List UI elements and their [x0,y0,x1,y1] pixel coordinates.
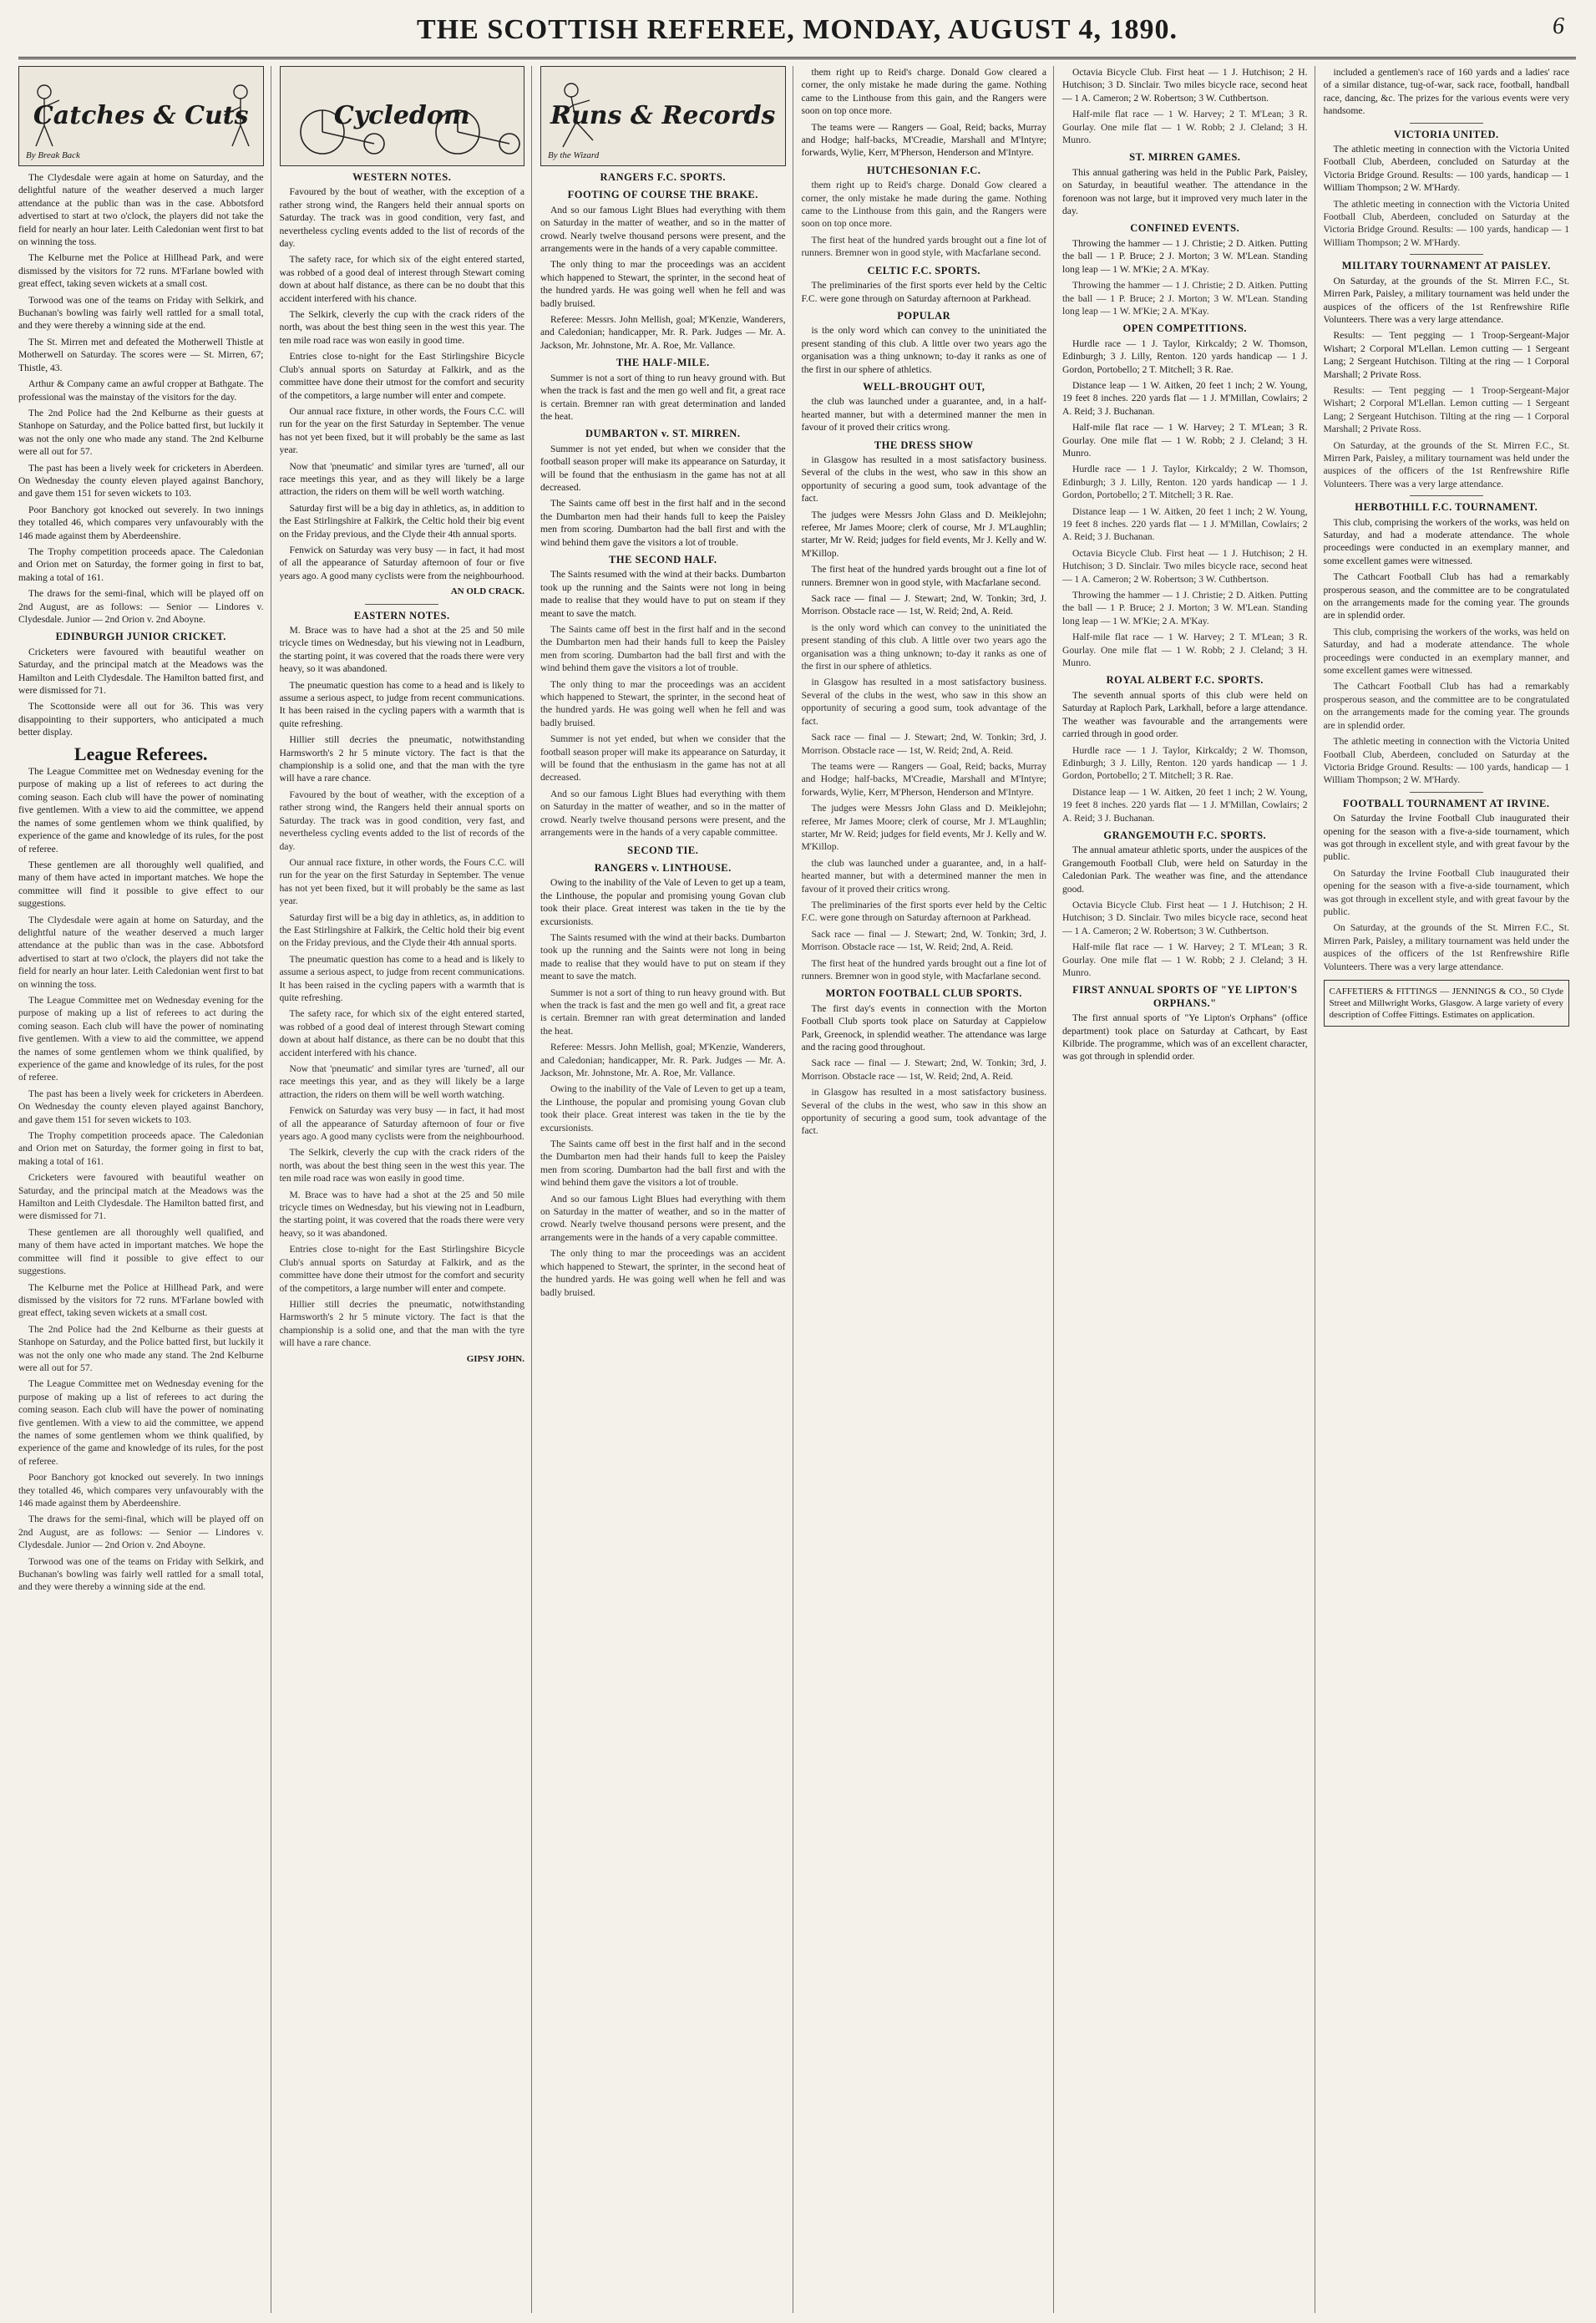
article-paragraph: The annual amateur athletic sports, under the auspices of the Grangemouth Football Club, were held on Saturday in the Caledonian Park. The weather was fine, and the attendance good. [1062,844,1308,895]
article-paragraph: in Glasgow has resulted in a most satisfactory business. Several of the clubs in the west, who saw in this show an opportunity of securing a good sum, took advantage of the fact. [801,677,1046,727]
article-paragraph: The 2nd Police had the 2nd Kelburne as their guests at Stanhope on Saturday, and the Police batted first, but luckily it was not the only one who made any stand. The 2nd Kelburne were all out for 57. [18,407,264,458]
article-paragraph: On Saturday the Irvine Football Club inaugurated their opening for the season with a five-a-side tournament, which was got through in excellent style, and with great favour by the public. [1323,813,1569,863]
article-paragraph: Saturday first will be a big day in athletics, as, in addition to the East Stirlingshire at Falkirk, the Celtic hold their big event on the Friday previous, and the Clyde their 4th annual sports. [279,911,524,949]
article-paragraph: The Selkirk, cleverly the cup with the crack riders of the north, was about the best thing seen in the west this year. The ten mile road race was won easily in good time. [279,309,524,346]
section-heading: GRANGEMOUTH F.C. SPORTS. [1103,829,1267,841]
article-paragraph: The only thing to mar the proceedings was an accident which happened to Stewart, the sprinter, in the second heat of the hundred yards. He was going well when he fell and was badly bruised. [540,678,786,728]
article-paragraph: The first annual sports of "Ye Lipton's Orphans" (office department) took place on Saturday at Cathcart, by East Kilbride. The programme, which was of an excellent character, was got through in splendid order. [1062,1012,1308,1063]
column-6 [1324,66,1577,2313]
section-heading: CONFINED EVENTS. [1130,222,1240,235]
article-paragraph: Fenwick on Saturday was very busy — in fact, it had most of all the appearance of Saturday afternoon of four or five years ago. A good many cyclists were from the neighbourhood. [279,1105,524,1143]
article-paragraph: Summer is not yet ended, but when we consider that the football season proper will make its appearance on Saturday, it will be found that the enthusiasm in the game has not at all decreased. [540,733,786,784]
article-paragraph: The preliminaries of the first sports ever held by the Celtic F.C. were gone through on Saturday afternoon at Parkhead. [801,280,1046,304]
article-paragraph: Arthur & Company came an awful cropper at Bathgate. The professional was the mainstay of the visitors for the day. [18,378,264,403]
article-paragraph: Summer is not a sort of thing to run heavy ground with. But when the track is fast and the men go well and fit, a great race is certain. Bremner ran with great determination and landed the heat. [540,987,786,1037]
article-paragraph: them right up to Reid's charge. Donald Gow cleared a corner, the only mistake he made during the game. Nothing came to the Linthouse from this gain, and the Rangers were soon on top once more. [801,67,1046,117]
article-paragraph: The Clydesdale were again at home on Saturday, and the delightful nature of the weather deserved a much larger attendance at the public than was in the case. Abbotsford advertised to start at two o'clock, the players did not take the field for nearly an hour later. Leith Caledonian went first to bat on winning the toss. [18,172,264,248]
article-paragraph: Favoured by the bout of weather, with the exception of a rather strong wind, the Rangers held their annual sports on Saturday. The track was in good condition, very fast, and nevertheless cycling events added to the list of records of the day. [279,789,524,852]
article-paragraph: This club, comprising the workers of the works, was held on Saturday, and had a moderate attendance. The whole proceedings were conducted in an exemplary manner, and some excellent games were witnessed. [1323,626,1569,677]
cycledom-banner [280,66,525,166]
masthead [18,12,1576,59]
section-subheading: WELL-BROUGHT OUT, [863,380,985,393]
advertisement-text: CAFFETIERS & FITTINGS — JENNINGS & CO., 50 Clyde Street and Millwright Works, Glasgow. A large variety of every description of Coffee Fittings. Estimates on application. [1329,987,1563,1020]
article-paragraph: The Cathcart Football Club has had a remarkably prosperous season, and the committee are to be congratulated on the arrangements made for the coming year. The grounds are in splendid order. [1323,681,1569,731]
article-paragraph: The safety race, for which six of the eight entered started, was robbed of a good deal of interest through Stewart coming down at about half distance, as there can be no doubt that this accident interfered with his chance. [279,1008,524,1058]
article-paragraph: The Saints came off best in the first half and in the second the Dumbarton men had their hands full to keep the Paisley men from scoring. Dumbarton had the ball first and with the wind behind them gave the visitors a lot of trouble. [540,1139,786,1189]
article-paragraph: This club, comprising the workers of the works, was held on Saturday, and had a moderate attendance. The whole proceedings were conducted in an exemplary manner, and some excellent games were witnessed. [1323,516,1569,566]
article-paragraph: The first day's events in connection with the Morton Football Club sports took place on Saturday at Cappielow Park, Greenock, in splendid weather. The attendance was large and the racing good throughout. [801,1002,1046,1053]
section-heading: FOOTBALL TOURNAMENT AT IRVINE. [1343,797,1550,809]
article-paragraph: These gentlemen are all thoroughly well qualified, and many of them have acted in important matches. We hope the committee will find it possible to give effect to our suggestions. [18,1226,264,1277]
article-paragraph: Throwing the hammer — 1 J. Christie; 2 D. Aitken. Putting the ball — 1 P. Bruce; 2 J. Morton; 3 W. M'Lean. Standing long leap — 1 W. M'Kie; 2 A. M'Kay. [1062,237,1308,275]
article-paragraph: Now that 'pneumatic' and similar tyres are 'turned', all our race meetings this year, and as they will likely be a large attraction, the riders on them will be well worth watching. [279,1063,524,1100]
section-heading: ROYAL ALBERT F.C. SPORTS. [1106,674,1264,687]
article-paragraph: Half-mile flat race — 1 W. Harvey; 2 T. M'Lean; 3 R. Gourlay. One mile flat — 1 W. Robb; 2 J. Cleland; 3 H. Munro. [1062,109,1308,146]
article-paragraph: And so our famous Light Blues had everything with them on Saturday in the matter of weather, and so in the matter of crowd. Nearly twelve thousand persons were present, and the arrangements were in the hands of a very capable committee. [540,788,786,839]
divider [1410,254,1483,255]
article-paragraph: The pneumatic question has come to a head and is likely to assume a serious aspect, to judge from recent communications. It has been raised in the cycling papers with a warmth that is quite refreshing. [279,953,524,1003]
article-paragraph: Cricketers were favoured with beautiful weather on Saturday, and the principal match at the Meadows was the Hamilton and Leith Clydesdale. The Hamilton batted first, and were dismissed for 71. [18,646,264,697]
column-4 [802,66,1055,2313]
article-paragraph: Octavia Bicycle Club. First heat — 1 J. Hutchison; 2 H. Hutchison; 3 D. Sinclair. Two miles bicycle race, second heat — 1 A. Cameron; 2 W. Robertson; 3 W. Cuthbertson. [1062,67,1308,104]
article-paragraph: Hurdle race — 1 J. Taylor, Kirkcaldy; 2 W. Thomson, Edinburgh; 3 J. Lilly, Renton. 120 yards handicap — 1 J. Gordon, Portobello; 2 T. Mitchell; 3 R. Rae. [1062,337,1308,375]
article-paragraph: Sack race — final — J. Stewart; 2nd, W. Tonkin; 3rd, J. Morrison. Obstacle race — 1st, W. Reid; 2nd, A. Reid. [801,593,1046,617]
section-heading: CELTIC F.C. SPORTS. [867,264,981,276]
divider [365,604,438,605]
article-paragraph: The first heat of the hundred yards brought out a fine lot of runners. Bremner won in good style, with Macfarlane second. [801,234,1046,259]
section-subheading: THE DRESS SHOW [874,439,974,451]
section-heading: OPEN COMPETITIONS. [1122,322,1248,335]
article-paragraph: Throwing the hammer — 1 J. Christie; 2 D. Aitken. Putting the ball — 1 P. Bruce; 2 J. Morton; 3 W. M'Lean. Standing long leap — 1 W. M'Kie; 2 A. M'Kay. [1062,280,1308,317]
article-paragraph: included a gentlemen's race of 160 yards and a ladies' race of a similar distance, tug-of-war, sack race, football, handball race, dancing, &c. The prizes for the various events were very handsome. [1323,67,1569,117]
article-paragraph: The League Committee met on Wednesday evening for the purpose of making up a list of referees to act during the coming season. Each club will have the power of nominating five gentlemen. With a view to aid the committee, we append the names of some gentlemen whom we think qualified, by experience of the game and knowledge of its rules, for the post of referee. [18,1378,264,1467]
section-subheading: POPULAR [897,309,951,322]
article-paragraph: The judges were Messrs John Glass and D. Meiklejohn; referee, Mr James Moore; clerk of course, Mr J. M'Laughlin; starter, Mr W. Reid; judges for field events, Mr J. Kelly and W. M'Killop. [801,509,1046,559]
runs-records-banner [540,66,786,166]
article-paragraph: On Saturday the Irvine Football Club inaugurated their opening for the season with a five-a-side tournament, which was got through in excellent style, and with great favour by the public. [1323,867,1569,917]
article-paragraph: The athletic meeting in connection with the Victoria United Football Club, Aberdeen, concluded on Saturday at the Victoria Bridge Ground. Results: — 100 yards, handicap — 1 William Thompson; 2 W. M'Hardy. [1323,736,1569,786]
article-paragraph: Distance leap — 1 W. Aitken, 20 feet 1 inch; 2 W. Young, 19 feet 8 inches. 220 yards flat — 1 J. M'Millan, Cowlairs; 2 A. Reid; 3 J. Buchanan. [1062,505,1308,543]
article-paragraph: Throwing the hammer — 1 J. Christie; 2 D. Aitken. Putting the ball — 1 P. Bruce; 2 J. Morton; 3 W. M'Lean. Standing long leap — 1 W. M'Kie; 2 A. M'Kay. [1062,590,1308,626]
article-paragraph: the club was launched under a guarantee, and, in a half-hearted manner, but with a determined manner the men in favour of it proved their critics wrong. [801,857,1046,895]
divider [1410,495,1483,496]
section-heading: WESTERN NOTES. [352,171,452,183]
catches-cuts-title: Catches & Cuts [33,101,249,131]
article-paragraph: Entries close to-night for the East Stirlingshire Bicycle Club's annual sports on Saturday at Falkirk, and as the committee have done their utmost for the comfort and security of the competitors, a large number will enter and compete. [279,351,524,401]
article-paragraph: Hillier still decries the pneumatic, notwithstanding Harmsworth's 2 hr 5 minute victory. The fact is that the championship is a solid one, and that the man with the tyre will have a rare chance. [279,1298,524,1349]
column-1 [18,66,271,2313]
article-paragraph: Octavia Bicycle Club. First heat — 1 J. Hutchison; 2 H. Hutchison; 3 D. Sinclair. Two miles bicycle race, second heat — 1 A. Cameron; 2 W. Robertson; 3 W. Cuthbertson. [1062,899,1308,936]
article-paragraph: Hillier still decries the pneumatic, notwithstanding Harmsworth's 2 hr 5 minute victory. The fact is that the championship is a solid one, and that the man with the tyre will have a rare chance. [279,734,524,784]
article-paragraph: Half-mile flat race — 1 W. Harvey; 2 T. M'Lean; 3 R. Gourlay. One mile flat — 1 W. Robb; 2 J. Cleland; 3 H. Munro. [1062,631,1308,669]
author-signature: AN OLD CRACK. [450,586,524,597]
section-heading: MORTON FOOTBALL CLUB SPORTS. [825,987,1022,1000]
article-paragraph: Summer is not a sort of thing to run heavy ground with. But when the track is fast and the men go well and fit, a great race is certain. Bremner ran with great determination and landed the heat. [540,372,786,422]
article-paragraph: The seventh annual sports of this club were held on Saturday at Raploch Park, Larkhall, before a large attendance. The weather was favourable and the arrangements were carried through in good order. [1062,689,1308,740]
article-paragraph: Our annual race fixture, in other words, the Fours C.C. will run for the year on the first Saturday in September. The venue has not yet been fixed, but it will probably be the same as last year. [279,405,524,456]
article-paragraph: The League Committee met on Wednesday evening for the purpose of making up a list of referees to act during the coming season. Each club will have the power of nominating five gentlemen. With a view to aid the committee, we append the names of some gentlemen whom we think qualified, by experience of the game and knowledge of its rules, for the post of referee. [18,994,264,1083]
article-paragraph: On Saturday, at the grounds of the St. Mirren F.C., St. Mirren Park, Paisley, a military tournament was held under the auspices of the officers of the 1st Renfrewshire Rifle Volunteers. There was a very large attendance. [1323,922,1569,972]
article-paragraph: Saturday first will be a big day in athletics, as, in addition to the East Stirlingshire at Falkirk, the Celtic hold their big event on the Friday previous, and the Clyde their 4th annual sports. [279,502,524,540]
article-paragraph: Half-mile flat race — 1 W. Harvey; 2 T. M'Lean; 3 R. Gourlay. One mile flat — 1 W. Robb; 2 J. Cleland; 3 H. Munro. [1062,422,1308,459]
section-heading: HERBOTHILL F.C. TOURNAMENT. [1355,501,1538,514]
author-signature: GIPSY JOHN. [466,1353,524,1364]
article-paragraph: Cricketers were favoured with beautiful weather on Saturday, and the principal match at the Meadows was the Hamilton and Leith Clydesdale. The Hamilton batted first, and were dismissed for 71. [18,1172,264,1222]
article-paragraph: the club was launched under a guarantee, and, in a half-hearted manner, but with a determined manner the men in favour of it proved their critics wrong. [801,396,1046,434]
article-paragraph: The League Committee met on Wednesday evening for the purpose of making up a list of referees to act during the coming season. Each club will have the power of nominating five gentlemen. With a view to aid the committee, we append the names of some gentlemen whom we think qualified, by experience of the game and knowledge of its rules, for the post of referee. [18,766,264,855]
section-heading: HUTCHESONIAN F.C. [867,164,981,176]
article-paragraph: The teams were — Rangers — Goal, Reid; backs, Murray and Hodge; half-backs, M'Creadie, Marshall and M'Intyre; forwards, Wylie, Kerr, M'Pherson, Henderson and M'Intyre. [801,760,1046,798]
article-paragraph: M. Brace was to have had a shot at the 25 and 50 mile tricycle times on Wednesday, but his viewing not in Leadburn, the starting point, it was covered that the roads there were very heavy, so it was abandoned. [279,1189,524,1239]
article-paragraph: The preliminaries of the first sports ever held by the Celtic F.C. were gone through on Saturday afternoon at Parkhead. [801,899,1046,924]
article-paragraph: Poor Banchory got knocked out severely. In two innings they totalled 46, which compares very unfavourably with the 146 made against them by Aberdeenshire. [18,504,264,541]
article-paragraph: The past has been a lively week for cricketers in Aberdeen. On Wednesday the county eleven played against Banchory, and gave them 151 for seven wickets to 103. [18,462,264,500]
article-paragraph: Summer is not yet ended, but when we consider that the football season proper will make its appearance on Saturday, it will be found that the enthusiasm in the game has not at all decreased. [540,443,786,493]
article-paragraph: The athletic meeting in connection with the Victoria United Football Club, Aberdeen, concluded on Saturday at the Victoria Bridge Ground. Results: — 100 yards, handicap — 1 William Thompson; 2 W. M'Hardy. [1323,144,1569,194]
article-paragraph: Distance leap — 1 W. Aitken, 20 feet 1 inch; 2 W. Young, 19 feet 8 inches. 220 yards flat — 1 J. M'Millan, Cowlairs; 2 A. Reid; 3 J. Buchanan. [1062,379,1308,417]
article-paragraph: Results: — Tent pegging — 1 Troop-Sergeant-Major Wishart; 2 Corporal M'Lellan. Lemon cutting — 1 Sergeant Lang; 2 Sergeant Hutchison. Tilting at the ring — 1 Corporal Marshall; 2 Private Ross. [1323,330,1569,380]
section-heading: THE SECOND HALF. [609,553,717,566]
article-paragraph: Now that 'pneumatic' and similar tyres are 'turned', all our race meetings this year, and as they will likely be a large attraction, the riders on them will be well worth watching. [279,460,524,498]
divider [1410,792,1483,793]
article-paragraph: The St. Mirren met and defeated the Motherwell Thistle at Motherwell on Saturday. The scores were — St. Mirren, 67; Thistle, 43. [18,336,264,373]
article-paragraph: And so our famous Light Blues had everything with them on Saturday in the matter of weather, and so in the matter of crowd. Nearly twelve thousand persons were present, and the arrangements were in the hands of a very capable committee. [540,1193,786,1243]
section-heading: EASTERN NOTES. [353,609,450,621]
article-paragraph: The past has been a lively week for cricketers in Aberdeen. On Wednesday the county eleven played against Banchory, and gave them 151 for seven wickets to 103. [18,1088,264,1125]
article-paragraph: is the only word which can convey to the uninitiated the present standing of this club. A little over two years ago the organisation was a thing unknown; to-day it ranks as one of the first in our sphere of athletics. [801,325,1046,375]
article-paragraph: Favoured by the bout of weather, with the exception of a rather strong wind, the Rangers held their annual sports on Saturday. The track was in good condition, very fast, and nevertheless cycling events added to the list of records of the day. [279,186,524,250]
article-paragraph: These gentlemen are all thoroughly well qualified, and many of them have acted in important matches. We hope the committee will find it possible to give effect to our suggestions. [18,859,264,910]
article-paragraph: Owing to the inability of the Vale of Leven to get up a team, the Linthouse, the popular and promising young Govan club took their place. Great interest was taken in the tie by the excursionists. [540,877,786,927]
article-paragraph: Poor Banchory got knocked out severely. In two innings they totalled 46, which compares very unfavourably with the 146 made against them by Aberdeenshire. [18,1472,264,1509]
runs-records-byline: By the Wizard [548,150,600,160]
section-heading: DUMBARTON v. ST. MIRREN. [585,428,741,440]
runs-records-title: Runs & Records [550,101,776,131]
article-paragraph: is the only word which can convey to the uninitiated the present standing of this club. A little over two years ago the organisation was a thing unknown; to-day it ranks as one of the first in our sphere of athletics. [801,621,1046,672]
article-paragraph: The first heat of the hundred yards brought out a fine lot of runners. Bremner won in good style, with Macfarlane second. [801,564,1046,588]
column-2 [280,66,533,2313]
article-paragraph: M. Brace was to have had a shot at the 25 and 50 mile tricycle times on Wednesday, but his viewing not in Leadburn, the starting point, it was covered that the roads there were very heavy, so it was abandoned. [279,625,524,675]
article-paragraph: Octavia Bicycle Club. First heat — 1 J. Hutchison; 2 H. Hutchison; 3 D. Sinclair. Two miles bicycle race, second heat — 1 A. Cameron; 2 W. Robertson; 3 W. Cuthbertson. [1062,547,1308,585]
article-paragraph: The Trophy competition proceeds apace. The Caledonian and Orion met on Saturday, the former going in first to bat, making a total of 161. [18,1130,264,1167]
catches-cuts-banner [18,66,264,166]
columns [18,66,1576,2313]
article-paragraph: in Glasgow has resulted in a most satisfactory business. Several of the clubs in the west, who saw in this show an opportunity of securing a good sum, took advantage of the fact. [801,1087,1046,1137]
divider [1410,123,1483,124]
league-referees-heading: League Referees. [73,743,208,764]
catches-cuts-byline: By Break Back [26,150,80,160]
article-paragraph: Distance leap — 1 W. Aitken, 20 feet 1 inch; 2 W. Young, 19 feet 8 inches. 220 yards flat — 1 J. M'Millan, Cowlairs; 2 A. Reid; 3 J. Buchanan. [1062,786,1308,824]
article-paragraph: The Trophy competition proceeds apace. The Caledonian and Orion met on Saturday, the former going in first to bat, making a total of 161. [18,545,264,583]
article-paragraph: The Saints came off best in the first half and in the second the Dumbarton men had their hands full to keep the Paisley men from scoring. Dumbarton had the ball first and with the wind behind them gave the visitors a lot of trouble. [540,498,786,548]
article-paragraph: Half-mile flat race — 1 W. Harvey; 2 T. M'Lean; 3 R. Gourlay. One mile flat — 1 W. Robb; 2 J. Cleland; 3 H. Munro. [1062,941,1308,978]
article-paragraph: in Glasgow has resulted in a most satisfactory business. Several of the clubs in the west, who saw in this show an opportunity of securing a good sum, took advantage of the fact. [801,454,1046,505]
article-paragraph: The Kelburne met the Police at Hillhead Park, and were dismissed by the visitors for 72 runs. M'Farlane bowled with great effect, taking seven wickets at a small cost. [18,252,264,290]
article-paragraph: Fenwick on Saturday was very busy — in fact, it had most of all the appearance of Saturday afternoon of four or five years ago. A good many cyclists were from the neighbourhood. [279,544,524,581]
newspaper-title: THE SCOTTISH REFEREE, MONDAY, AUGUST 4, 1890. [417,14,1178,45]
article-paragraph: On Saturday, at the grounds of the St. Mirren F.C., St. Mirren Park, Paisley, a military tournament was held under the auspices of the officers of the 1st Renfrewshire Rifle Volunteers. There was a very large attendance. [1323,439,1569,489]
article-paragraph: The only thing to mar the proceedings was an accident which happened to Stewart, the sprinter, in the second heat of the hundred yards. He was going well when he fell and was badly bruised. [540,1248,786,1298]
article-paragraph: The judges were Messrs John Glass and D. Meiklejohn; referee, Mr James Moore; clerk of course, Mr J. M'Laughlin; starter, Mr W. Reid; judges for field events, Mr J. Kelly and W. M'Killop. [801,803,1046,853]
advertisement [1324,980,1570,1027]
article-paragraph: Referee: Messrs. John Mellish, goal; M'Kenzie, Wanderers, and Caledonian; handicapper, Mr. R. Park. Judges — Mr. A. Jackson, Mr. Johnstone, Mr. A. Roe, Mr. Vallance. [540,314,786,351]
section-heading: ST. MIRREN GAMES. [1129,151,1241,164]
column-3 [540,66,793,2313]
article-paragraph: The 2nd Police had the 2nd Kelburne as their guests at Stanhope on Saturday, and the Police batted first, but luckily it was not the only one who made any stand. The 2nd Kelburne were all out for 57. [18,1323,264,1373]
article-paragraph: them right up to Reid's charge. Donald Gow cleared a corner, the only mistake he made during the game. Nothing came to the Linthouse from this gain, and the Rangers were soon on top once more. [801,180,1046,230]
section-heading: RANGERS F.C. SPORTS. [600,171,726,183]
article-paragraph: The draws for the semi-final, which will be played off on 2nd August, are as follows: — Senior — Lindores v. Clydesdale. Junior — 2nd Orion v. 2nd Aboyne. [18,1514,264,1551]
section-heading: SECOND TIE. [627,844,699,856]
article-paragraph: The only thing to mar the proceedings was an accident which happened to Stewart, the sprinter, in the second heat of the hundred yards. He was going well when he fell and was badly bruised. [540,259,786,309]
article-paragraph: The pneumatic question has come to a head and is likely to assume a serious aspect, to judge from recent communications. It has been raised in the cycling papers with a warmth that is quite refreshing. [279,679,524,729]
section-heading: RANGERS v. LINTHOUSE. [594,861,732,874]
cycledom-title: Cycledom [333,101,470,131]
article-paragraph: The Saints resumed with the wind at their backs. Dumbarton took up the running and the Saints were not long in being made to realise that they would have to put on steam if they meant to save the match. [540,931,786,982]
article-paragraph: The Scottonside were all out for 36. This was very disappointing to their supporters, who anticipated a much better display. [18,701,264,738]
article-paragraph: Sack race — final — J. Stewart; 2nd, W. Tonkin; 3rd, J. Morrison. Obstacle race — 1st, W. Reid; 2nd, A. Reid. [801,928,1046,953]
article-paragraph: The Clydesdale were again at home on Saturday, and the delightful nature of the weather deserved a much larger attendance at the public than was in the case. Abbotsford advertised to start at two o'clock, the players did not take the field for nearly an hour later. Leith Caledonian went first to bat on winning the toss. [18,914,264,990]
article-paragraph: And so our famous Light Blues had everything with them on Saturday in the matter of weather, and so in the matter of crowd. Nearly twelve thousand persons were present, and the arrangements were in the hands of a very capable committee. [540,204,786,255]
article-paragraph: Sack race — final — J. Stewart; 2nd, W. Tonkin; 3rd, J. Morrison. Obstacle race — 1st, W. Reid; 2nd, A. Reid. [801,732,1046,756]
section-subheading: FOOTING OF COURSE THE BRAKE. [567,189,758,201]
article-paragraph: Referee: Messrs. John Mellish, goal; M'Kenzie, Wanderers, and Caledonian; handicapper, Mr. R. Park. Judges — Mr. A. Jackson, Mr. Johnstone, Mr. A. Roe, Mr. Vallance. [540,1042,786,1078]
article-paragraph: The Kelburne met the Police at Hillhead Park, and were dismissed by the visitors for 72 runs. M'Farlane bowled with great effect, taking seven wickets at a small cost. [18,1281,264,1319]
article-paragraph: Our annual race fixture, in other words, the Fours C.C. will run for the year on the first Saturday in September. The venue has not yet been fixed, but it will probably be the same as last year. [279,856,524,907]
article-paragraph: On Saturday, at the grounds of the St. Mirren F.C., St. Mirren Park, Paisley, a military tournament was held under the auspices of the officers of the 1st Renfrewshire Rifle Volunteers. There was a very large attendance. [1323,275,1569,325]
article-paragraph: Torwood was one of the teams on Friday with Selkirk, and Buchanan's bowling was fairly well rattled for a small total, and they were thereby a winning side at the end. [18,1555,264,1593]
article-paragraph: The safety race, for which six of the eight entered started, was robbed of a good deal of interest through Stewart coming down at about half distance, as there can be no doubt that this accident interfered with his chance. [279,254,524,304]
article-paragraph: Torwood was one of the teams on Friday with Selkirk, and Buchanan's bowling was fairly well rattled for a small total, and they were thereby a winning side at the end. [18,294,264,332]
article-paragraph: This annual gathering was held in the Public Park, Paisley, on Saturday, in beautiful weather. The attendance in the forenoon was not large, but it improved very much later in the day. [1062,166,1308,217]
article-paragraph: Entries close to-night for the East Stirlingshire Bicycle Club's annual sports on Saturday at Falkirk, and as the committee have done their utmost for the comfort and security of the competitors, a large number will enter and compete. [279,1244,524,1294]
article-paragraph: The first heat of the hundred yards brought out a fine lot of runners. Bremner won in good style, with Macfarlane second. [801,957,1046,981]
article-paragraph: Hurdle race — 1 J. Taylor, Kirkcaldy; 2 W. Thomson, Edinburgh; 3 J. Lilly, Renton. 120 yards handicap — 1 J. Gordon, Portobello; 2 T. Mitchell; 3 R. Rae. [1062,464,1308,501]
article-paragraph: The Cathcart Football Club has had a remarkably prosperous season, and the committee are to be congratulated on the arrangements made for the coming year. The grounds are in splendid order. [1323,571,1569,621]
article-paragraph: The Saints came off best in the first half and in the second the Dumbarton men had their hands full to keep the Paisley men from scoring. Dumbarton had the ball first and with the wind behind them gave the visitors a lot of trouble. [540,624,786,674]
article-paragraph: The teams were — Rangers — Goal, Reid; backs, Murray and Hodge; half-backs, M'Creadie, Marshall and M'Intyre; forwards, Wylie, Kerr, M'Pherson, Henderson and M'Intyre. [801,121,1046,159]
section-heading: THE HALF-MILE. [616,357,710,369]
article-paragraph: Hurdle race — 1 J. Taylor, Kirkcaldy; 2 W. Thomson, Edinburgh; 3 J. Lilly, Renton. 120 yards handicap — 1 J. Gordon, Portobello; 2 T. Mitchell; 3 R. Rae. [1062,744,1308,782]
article-paragraph: The Saints resumed with the wind at their backs. Dumbarton took up the running and the Saints were not long in being made to realise that they would have to put on steam if they meant to save the match. [540,569,786,619]
article-paragraph: The Selkirk, cleverly the cup with the crack riders of the north, was about the best thing seen in the west this year. The ten mile road race was won easily in good time. [279,1147,524,1184]
article-paragraph: Sack race — final — J. Stewart; 2nd, W. Tonkin; 3rd, J. Morrison. Obstacle race — 1st, W. Reid; 2nd, A. Reid. [801,1058,1046,1082]
section-heading: MILITARY TOURNAMENT AT PAISLEY. [1341,260,1551,272]
article-paragraph: The draws for the semi-final, which will be played off on 2nd August, are as follows: — Senior — Lindores v. Clydesdale. Junior — 2nd Orion v. 2nd Aboyne. [18,588,264,625]
article-paragraph: Owing to the inability of the Vale of Leven to get up a team, the Linthouse, the popular and promising young Govan club took their place. Great interest was taken in the tie by the excursionists. [540,1083,786,1134]
article-paragraph: The athletic meeting in connection with the Victoria United Football Club, Aberdeen, concluded on Saturday at the Victoria Bridge Ground. Results: — 100 yards, handicap — 1 William Thompson; 2 W. M'Hardy. [1323,198,1569,248]
section-heading: FIRST ANNUAL SPORTS OF "YE LIPTON'S ORPHANS." [1072,984,1298,1009]
article-paragraph: Results: — Tent pegging — 1 Troop-Sergeant-Major Wishart; 2 Corporal M'Lellan. Lemon cutting — 1 Sergeant Lang; 2 Sergeant Hutchison. Tilting at the ring — 1 Corporal Marshall; 2 Private Ross. [1323,384,1569,435]
column-5 [1062,66,1315,2313]
section-heading: EDINBURGH JUNIOR CRICKET. [55,631,226,643]
page-number: 6 [1553,13,1564,39]
section-heading: VICTORIA UNITED. [1393,128,1499,140]
